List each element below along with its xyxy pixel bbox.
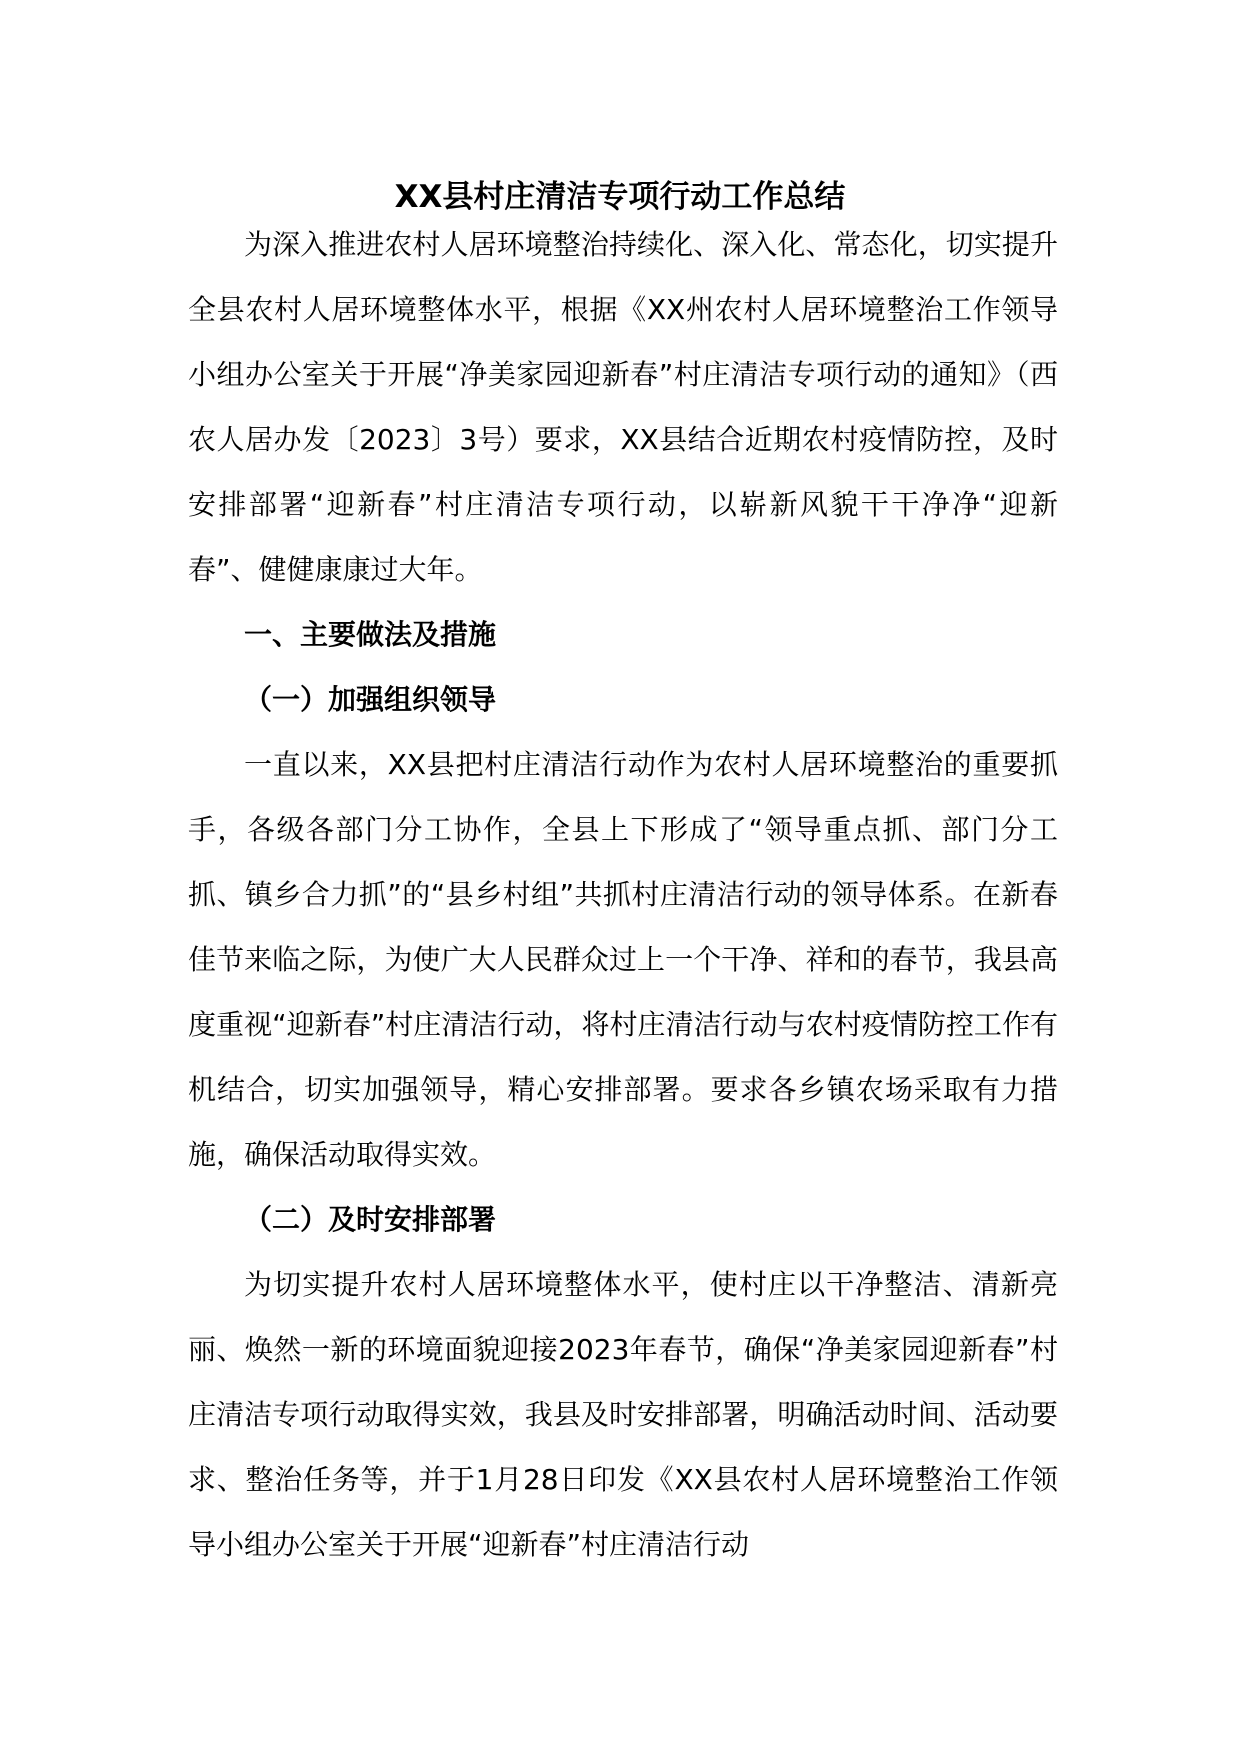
- subsection-1-paragraph: 一直以来，XX县把村庄清洁行动作为农村人居环境整治的重要抓手，各级各部门分工协作，全县上下形成了“领导重点抓、部门分工抓、镇乡合力抓”的“县乡村组”共抓村庄清洁行动的领导体系。在新春佳节来临之际，为使广大人民群众过上一个干净、祥和的春节，我县高度重视“迎新春”村庄清洁行动，将村庄清洁行动与农村疫情防控工作有机结合，切实加强领导，精心安排部署。要求各乡镇农场采取有力措施，确保活动取得实效。: [188, 748, 1058, 1171]
- subsection-2-paragraph: 为切实提升农村人居环境整体水平，使村庄以干净整洁、清新亮丽、焕然一新的环境面貌迎接2023年春节，确保“净美家园迎新春”村庄清洁专项行动取得实效，我县及时安排部署，明确活动时间、活动要求、整治任务等，并于1月28日印发《XX县农村人居环境整治工作领导小组办公室关于开展“迎新春”村庄清洁行动: [188, 1268, 1058, 1561]
- document-body: [188, 212, 1058, 1577]
- section-heading-1: 一、主要做法及措施: [244, 618, 497, 651]
- subsection-heading-1: （一）加强组织领导: [244, 683, 497, 716]
- intro-paragraph: 为深入推进农村人居环境整治持续化、深入化、常态化，切实提升全县农村人居环境整体水平，根据《XX州农村人居环境整治工作领导小组办公室关于开展“净美家园迎新春”村庄清洁专项行动的通知》（西农人居办发〔2023〕3号）要求，XX县结合近期农村疫情防控，及时安排部署“迎新春”村庄清洁专项行动，以崭新风貌干干净净“迎新春”、健健康康过大年。: [188, 228, 1058, 586]
- subsection-heading-2: （二）及时安排部署: [244, 1203, 497, 1236]
- document-title: XX县村庄清洁专项行动工作总结: [394, 179, 846, 215]
